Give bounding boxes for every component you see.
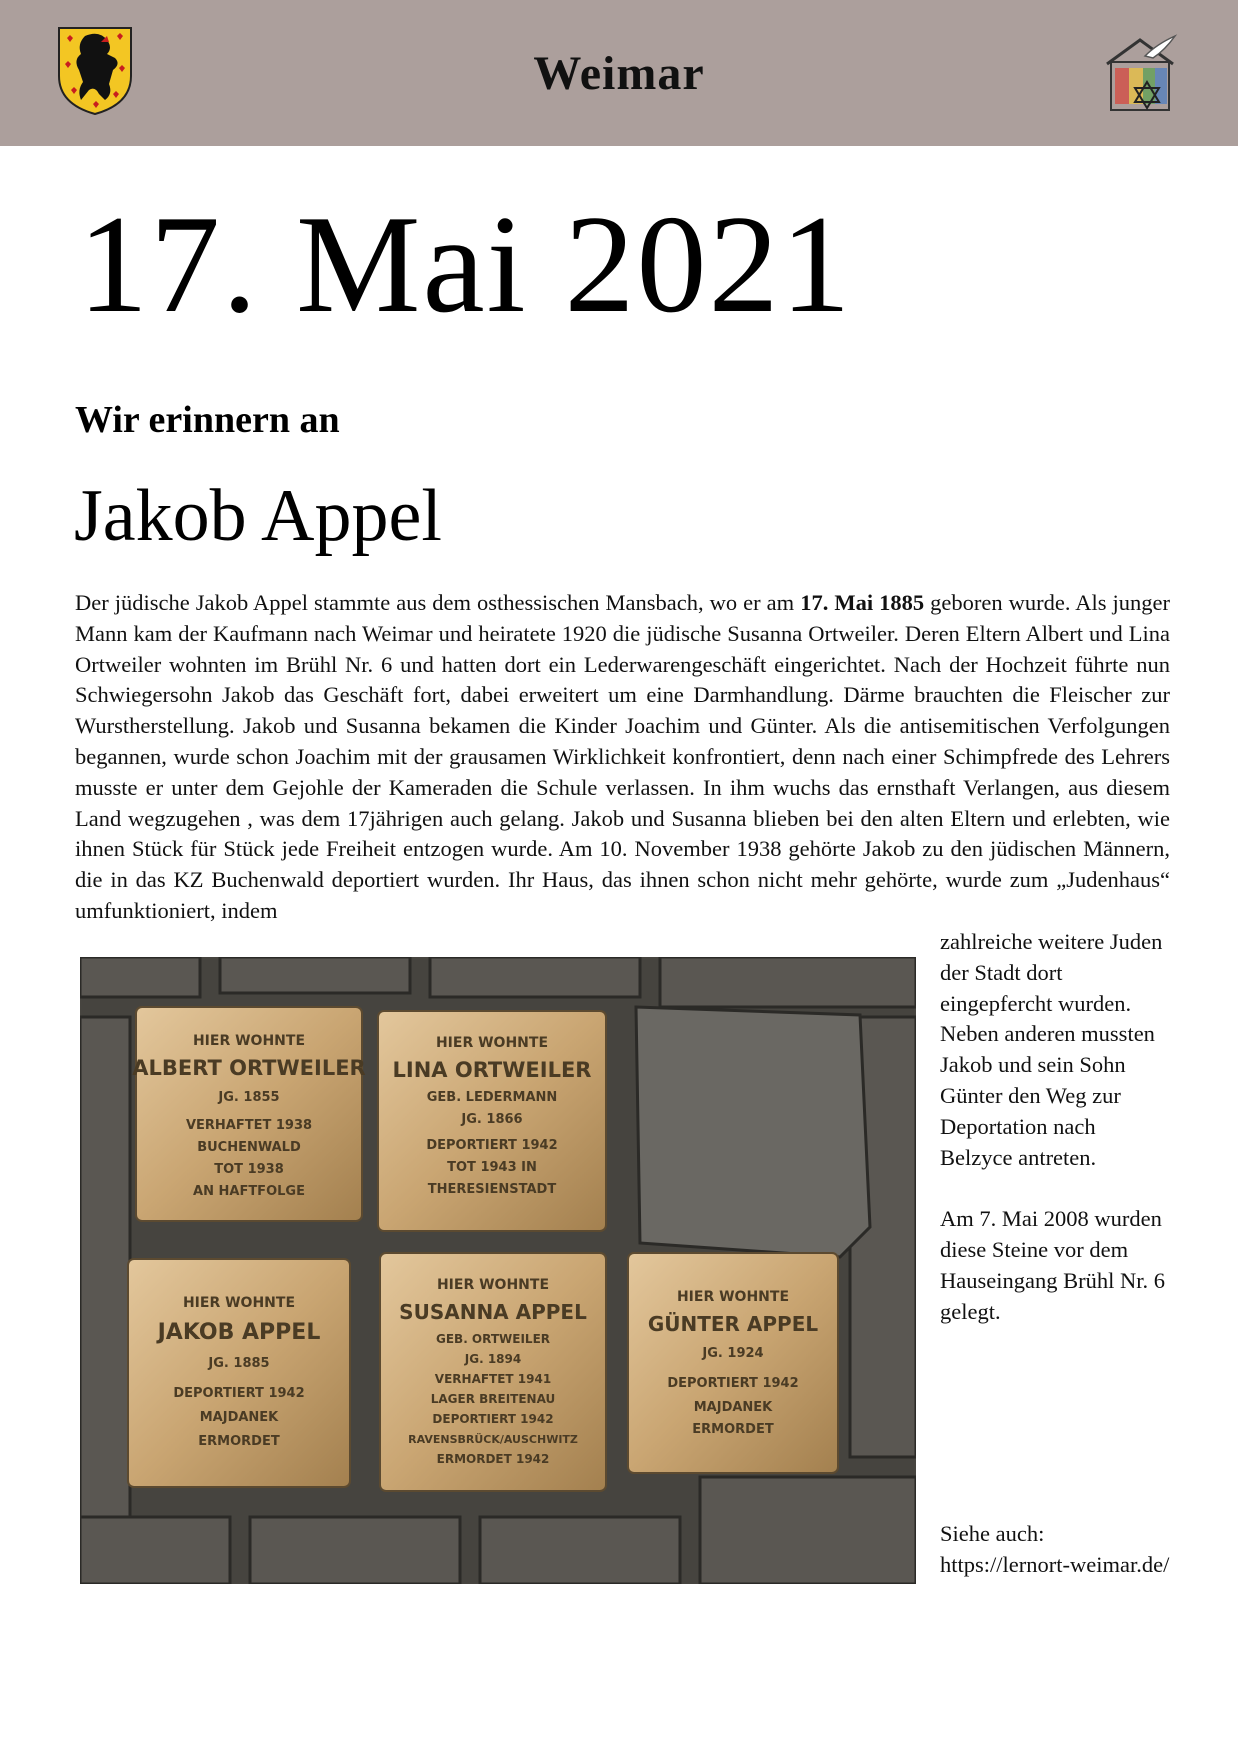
stone-name: ALBERT ORTWEILER	[132, 1056, 366, 1080]
stone-line: AN HAFTFOLGE	[193, 1184, 305, 1199]
stone-line: DEPORTIERT 1942	[173, 1386, 305, 1401]
stone-name: JAKOB APPEL	[157, 1320, 321, 1345]
birth-date-bold: 17. Mai 1885	[800, 590, 925, 615]
stone-line: HIER WOHNTE	[676, 1289, 790, 1305]
stone-line: GEB. ORTWEILER	[436, 1332, 550, 1346]
stone-name: LINA ORTWEILER	[392, 1058, 592, 1082]
stone-line: TOT 1938	[214, 1162, 284, 1177]
stone-susanna-appel	[380, 1253, 606, 1491]
stone-line: JG. 1885	[208, 1356, 270, 1371]
side-column	[940, 927, 1170, 1577]
stone-guenter-appel	[628, 1253, 838, 1473]
stone-line: JG. 1866	[461, 1112, 523, 1127]
stone-line: RAVENSBRÜCK/AUSCHWITZ	[408, 1433, 578, 1446]
stone-lina-ortweiler	[378, 1011, 606, 1231]
stone-line: THERESIENSTADT	[427, 1182, 557, 1197]
stone-line: ERMORDET	[198, 1434, 280, 1449]
stone-line: BUCHENWALD	[197, 1140, 301, 1155]
stone-line: HIER WOHNTE	[182, 1295, 296, 1311]
stone-line: HIER WOHNTE	[192, 1033, 306, 1049]
stone-line: MAJDANEK	[693, 1400, 773, 1415]
stone-name: SUSANNA APPEL	[399, 1300, 587, 1324]
stone-line: GEB. LEDERMANN	[426, 1090, 558, 1105]
stone-name: GÜNTER APPEL	[647, 1312, 819, 1336]
stone-line: VERHAFTET 1938	[185, 1118, 313, 1133]
stone-line: JG. 1855	[218, 1090, 280, 1105]
lernort-logo-icon	[1095, 26, 1185, 118]
intro-text-after: geboren wurde. Als junger Mann kam der Kaufmann nach Weimar und heiratete 1920 die jüdische Susanna Ortweiler. Deren Eltern Albert und Lina Ortweiler wohnten im Brühl Nr. 6 und hatten dort ein Lederwarengeschäft eingerichtet. Nach der Hochzeit führte nun Schwiegersohn Jakob das Geschäft fort, dabei erweitert um eine Darmhandlung. Därme brauchten die Fleischer zur Wurstherstellung. Jakob und Susanna bekamen die Kinder Joachim und Günter. Als die antisemitischen Verfolgungen begannen, wurde schon Joachim mit der grausamen Wirklichkeit konfrontiert, denn nach einer Schimpfrede des Lehrers musste er unter dem Gejohle der Kameraden die Schule verlassen. In ihm wuchs das ernsthaft Verlangen, aus diesem Land wegzugehen , was dem 17jährigen auch gelang. Jakob und Susanna blieben bei den alten Eltern und erlebten, wie ihnen Stück für Stück jede Freiheit entzogen wurde. Am 10. November 1938 gehörte Jakob zu den jüdischen Männern, die in das KZ Buchenwald deportiert wurden. Ihr Haus, das ihnen schon nicht mehr gehörte, wurde zum „Judenhaus“ umfunktioniert, indem	[75, 590, 1170, 923]
stone-line: DEPORTIERT 1942	[432, 1412, 554, 1426]
stone-jakob-appel	[128, 1259, 350, 1487]
stone-line: JG. 1894	[464, 1352, 522, 1366]
stone-line: ERMORDET 1942	[436, 1452, 550, 1466]
person-name: Jakob Appel	[74, 475, 442, 557]
see-also-link[interactable]: Siehe auch: https://lernort-weimar.de/	[940, 1521, 1170, 1577]
biography-paragraph	[75, 588, 1170, 927]
header-title: Weimar	[533, 47, 705, 100]
remember-subtitle: Wir erinnern an	[75, 399, 340, 441]
stone-line: ERMORDET	[692, 1422, 774, 1437]
stone-albert-ortweiler	[132, 1007, 365, 1221]
stone-line: JG. 1924	[702, 1346, 764, 1361]
stolpersteine-illustration	[80, 957, 916, 1584]
stone-line: TOT 1943 IN	[447, 1160, 537, 1175]
side-continuation-text: zahlreiche weitere Juden der Stadt dort eingepfercht wurden. Neben anderen mussten Jakob und sein Sohn Günter den Weg zur Deportation nach Belzyce antreten.	[940, 929, 1163, 1170]
stone-line: HIER WOHNTE	[436, 1277, 550, 1293]
stolpersteine-photo	[80, 957, 916, 1584]
stone-line: DEPORTIERT 1942	[426, 1138, 558, 1153]
stone-line: MAJDANEK	[199, 1410, 279, 1425]
stone-line: HIER WOHNTE	[435, 1035, 549, 1051]
date-heading: 17. Mai 2021	[78, 187, 853, 342]
biography-text	[75, 588, 1170, 927]
stone-line: DEPORTIERT 1942	[667, 1376, 799, 1391]
header-bar	[0, 0, 1238, 146]
stone-line: LAGER BREITENAU	[430, 1392, 556, 1406]
intro-text-before: Der jüdische Jakob Appel stammte aus dem osthessischen Mansbach, wo er am	[75, 590, 801, 615]
stone-line: VERHAFTET 1941	[434, 1372, 552, 1386]
stones-laid-text: Am 7. Mai 2008 wurden diese Steine vor dem Hauseingang Brühl Nr. 6 gelegt.	[940, 1206, 1165, 1324]
